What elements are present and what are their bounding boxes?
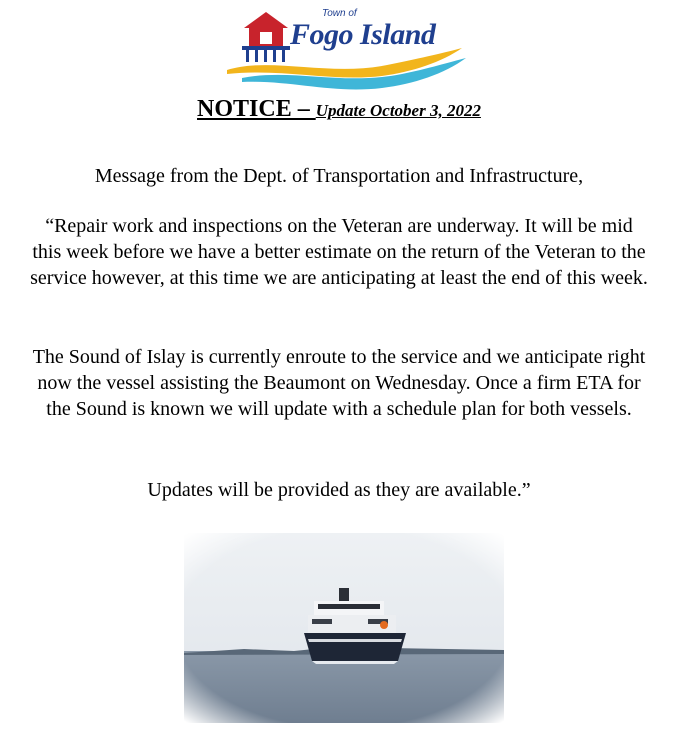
logo-town-of: Town of [322,8,357,19]
quote-paragraph-1: “Repair work and inspections on the Veteran are underway. It will be mid this week before we have a better estimate on the return of the Veteran to the service however, at this time we are anticipating at least the end of this week. [30,215,648,289]
ferry-photo [184,533,504,723]
closing-paragraph: Updates will be provided as they are available.” [147,479,531,501]
intro-paragraph: Message from the Dept. of Transportation and Infrastructure, [94,165,584,187]
quote-paragraph-2: The Sound of Islay is currently enroute to the service and we anticipate right now the vessel assisting the Beaumont on Wednesday. Once a firm ETA for the Sound is known we will update with a schedule plan for both vessels. [32,346,646,420]
notice-title: NOTICE – [197,96,316,122]
notice-update-date: Update October 3, 2022 [315,101,481,120]
logo-town-name: Fogo Island [290,18,436,51]
fogo-island-logo [222,8,468,94]
notice-heading [0,96,678,123]
